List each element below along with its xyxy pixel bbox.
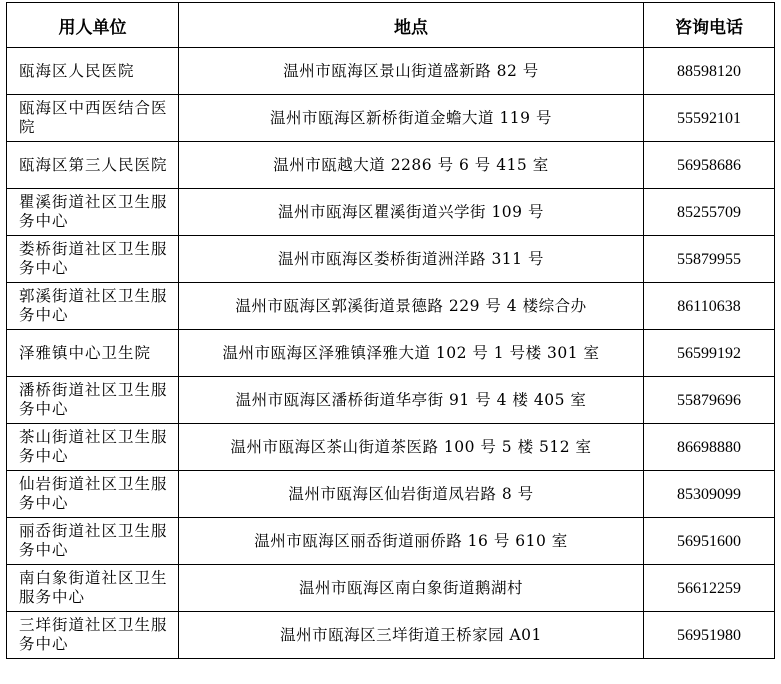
unit-cell: 南白象街道社区卫生服务中心 xyxy=(7,565,179,612)
unit-cell: 瓯海区人民医院 xyxy=(7,48,179,95)
phone-cell: 86698880 xyxy=(644,424,775,471)
table-header xyxy=(7,3,775,48)
phone-cell: 56951600 xyxy=(644,518,775,565)
address-cell: 温州市瓯海区南白象街道鹅湖村 xyxy=(179,565,644,612)
phone-cell: 55879955 xyxy=(644,236,775,283)
table-row xyxy=(7,95,775,142)
column-header-phone: 咨询电话 xyxy=(644,3,775,48)
phone-cell: 85255709 xyxy=(644,189,775,236)
contact-table xyxy=(6,2,775,659)
unit-cell: 丽岙街道社区卫生服务中心 xyxy=(7,518,179,565)
phone-cell: 56951980 xyxy=(644,612,775,659)
address-cell: 温州市瓯海区娄桥街道洲洋路 311 号 xyxy=(179,236,644,283)
unit-cell: 瓯海区中西医结合医院 xyxy=(7,95,179,142)
phone-cell: 55592101 xyxy=(644,95,775,142)
address-cell: 温州市瓯越大道 2286 号 6 号 415 室 xyxy=(179,142,644,189)
address-cell: 温州市瓯海区三垟街道王桥家园 A01 xyxy=(179,612,644,659)
table-row xyxy=(7,330,775,377)
table-body xyxy=(7,48,775,659)
phone-cell: 88598120 xyxy=(644,48,775,95)
table-row xyxy=(7,424,775,471)
address-cell: 温州市瓯海区潘桥街道华亭街 91 号 4 楼 405 室 xyxy=(179,377,644,424)
unit-cell: 仙岩街道社区卫生服务中心 xyxy=(7,471,179,518)
table-row xyxy=(7,377,775,424)
column-header-unit: 用人单位 xyxy=(7,3,179,48)
unit-cell: 郭溪街道社区卫生服务中心 xyxy=(7,283,179,330)
table-row xyxy=(7,236,775,283)
column-header-address: 地点 xyxy=(179,3,644,48)
address-cell: 温州市瓯海区景山街道盛新路 82 号 xyxy=(179,48,644,95)
unit-cell: 泽雅镇中心卫生院 xyxy=(7,330,179,377)
address-cell: 温州市瓯海区丽岙街道丽侨路 16 号 610 室 xyxy=(179,518,644,565)
unit-cell: 娄桥街道社区卫生服务中心 xyxy=(7,236,179,283)
address-cell: 温州市瓯海区郭溪街道景德路 229 号 4 楼综合办 xyxy=(179,283,644,330)
header-row xyxy=(7,3,775,48)
unit-cell: 瞿溪街道社区卫生服务中心 xyxy=(7,189,179,236)
phone-cell: 56599192 xyxy=(644,330,775,377)
table-row xyxy=(7,48,775,95)
table-row xyxy=(7,283,775,330)
address-cell: 温州市瓯海区泽雅镇泽雅大道 102 号 1 号楼 301 室 xyxy=(179,330,644,377)
address-cell: 温州市瓯海区瞿溪街道兴学街 109 号 xyxy=(179,189,644,236)
contact-table-wrapper xyxy=(6,2,774,659)
table-row xyxy=(7,471,775,518)
unit-cell: 茶山街道社区卫生服务中心 xyxy=(7,424,179,471)
phone-cell: 56958686 xyxy=(644,142,775,189)
phone-cell: 86110638 xyxy=(644,283,775,330)
table-row xyxy=(7,189,775,236)
phone-cell: 55879696 xyxy=(644,377,775,424)
phone-cell: 56612259 xyxy=(644,565,775,612)
table-row xyxy=(7,565,775,612)
address-cell: 温州市瓯海区仙岩街道凤岩路 8 号 xyxy=(179,471,644,518)
table-row xyxy=(7,612,775,659)
table-row xyxy=(7,518,775,565)
unit-cell: 潘桥街道社区卫生服务中心 xyxy=(7,377,179,424)
table-row xyxy=(7,142,775,189)
phone-cell: 85309099 xyxy=(644,471,775,518)
unit-cell: 三垟街道社区卫生服务中心 xyxy=(7,612,179,659)
unit-cell: 瓯海区第三人民医院 xyxy=(7,142,179,189)
address-cell: 温州市瓯海区茶山街道茶医路 100 号 5 楼 512 室 xyxy=(179,424,644,471)
address-cell: 温州市瓯海区新桥街道金蟾大道 119 号 xyxy=(179,95,644,142)
